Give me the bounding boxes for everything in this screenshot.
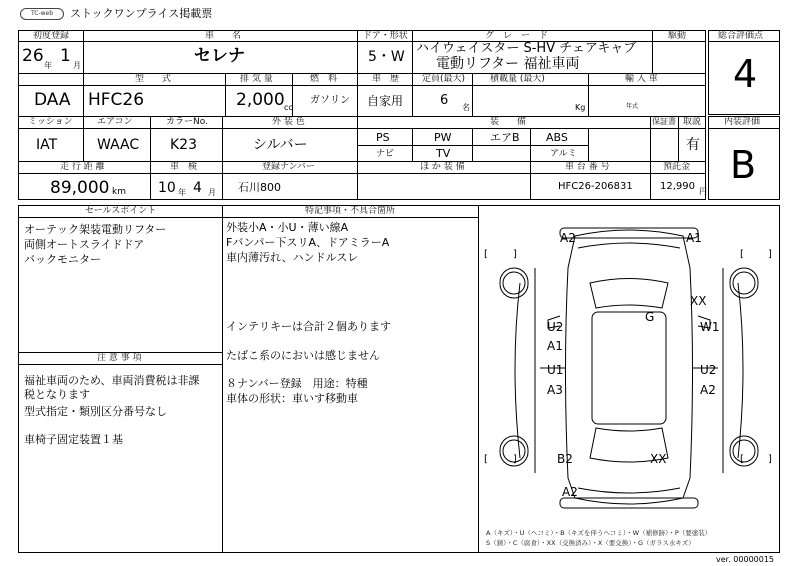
list-item: 型式指定・類別区分番号なし	[24, 405, 167, 418]
list-item: 外装小A・小U・薄い線A	[226, 221, 349, 234]
list-item: ８ナンバー登録 用途：特種	[226, 377, 368, 390]
first-reg-year: 26	[22, 46, 44, 66]
car-name: セレナ	[194, 46, 245, 66]
notes-label: 注 意 事 項	[97, 353, 142, 363]
bracket: ]	[513, 249, 517, 260]
mileage-value: 89,000	[50, 178, 110, 198]
list-item: たばこ系のにおいは感じません	[226, 349, 380, 362]
chassis-value: HFC26-206831	[558, 181, 633, 192]
logo: TC-web	[20, 8, 64, 20]
damage-code: XX	[690, 294, 707, 308]
legend-line-2: S（錆）・C（腐食）・XX（交換済み）・X（要交換）・G（ガラス水キズ）	[486, 539, 695, 547]
list-item: 車椅子固定装置１基	[24, 433, 123, 446]
damage-code: G	[645, 310, 655, 324]
bracket: [	[740, 249, 744, 260]
load-label: 積載量 (最大)	[490, 74, 545, 84]
equip-alloy: アルミ	[550, 149, 577, 159]
list-item: 車内薄汚れ、ハンドルスレ	[226, 251, 359, 264]
color-no-value: K23	[170, 137, 197, 153]
model-value: HFC26	[88, 90, 145, 110]
displacement-unit: cc	[284, 103, 293, 112]
list-item: オーテック架装電動リフター	[24, 223, 167, 236]
drive-label: 駆動	[668, 31, 687, 41]
plate-label: 登録ナンバー	[262, 162, 315, 172]
bracket: [	[740, 454, 744, 465]
bracket: [	[484, 249, 488, 260]
interior-score-label: 内装評価	[724, 117, 761, 127]
damage-code: A1	[686, 231, 702, 245]
equip-tv: TV	[436, 147, 451, 160]
damage-code: A2	[562, 485, 578, 499]
year-unit: 年	[44, 61, 52, 70]
aircon-value: WAAC	[97, 137, 140, 153]
load-unit: Kg	[575, 103, 586, 112]
overall-score: 4	[733, 52, 758, 96]
capacity-value: 6	[440, 93, 449, 108]
bracket: ]	[513, 454, 517, 465]
other-equipment-label: ほ か 装 備	[420, 162, 465, 172]
damage-code: B2	[557, 452, 573, 466]
inspection-year: 10	[158, 180, 176, 196]
bracket: [	[484, 454, 488, 465]
color-no-label: カラーNo.	[166, 117, 208, 127]
capacity-unit: 名	[462, 103, 470, 112]
first-reg-month: 1	[60, 46, 71, 66]
equip-airbag: エアB	[490, 131, 520, 144]
import-label: 輸 入 車	[625, 74, 658, 84]
fuel-value: ガソリン	[310, 95, 350, 106]
sales-points-label: セールスポイント	[85, 206, 157, 216]
damage-code: U1	[547, 363, 564, 377]
grade-label: グ レ ー ド	[485, 31, 549, 41]
manual-value: 有	[686, 137, 700, 153]
equip-ps: PS	[376, 131, 390, 144]
list-item: 車体の形状：車いす移動車	[226, 392, 358, 405]
inspection-month-unit: 月	[208, 188, 216, 197]
fuel-label: 燃 料	[310, 74, 338, 84]
equip-navi: ナビ	[376, 149, 395, 159]
inspection-month: 4	[193, 180, 202, 196]
bracket: ]	[768, 454, 772, 465]
vehicle-type-label: 車 歴	[372, 74, 400, 84]
chassis-label: 車 台 番 号	[565, 162, 610, 172]
inspection-year-unit: 年	[178, 188, 186, 197]
legend-line-1: A（キズ）・U（ヘコミ）・B（キズを伴うヘコミ）・W（補修跡）・P（要塗装）	[486, 529, 712, 537]
recycle-value: 12,990	[660, 181, 695, 192]
damage-code: U2	[700, 363, 717, 377]
plate-value: 石川800	[238, 181, 281, 194]
overall-score-label: 総合評価点	[718, 31, 764, 41]
list-item: インテリキーは合計２個あります	[226, 320, 391, 333]
equipment-label: 装 備	[490, 117, 527, 127]
list-item: 税となります	[24, 388, 90, 401]
door-label: ドア・形状	[363, 31, 408, 41]
grade-line1: ハイウェイスター S-HV チェアキャブ	[416, 41, 637, 56]
color-value: シルバー	[253, 137, 308, 153]
bracket: ]	[768, 249, 772, 260]
displacement-value: 2,000	[236, 90, 285, 110]
door-value: 5・W	[368, 49, 405, 65]
damage-code: W1	[700, 320, 720, 334]
warranty-label: 保証書	[652, 117, 676, 126]
damage-code: A1	[547, 339, 563, 353]
mission-value: IAT	[36, 137, 58, 153]
recycle-label: 預託金	[663, 162, 691, 172]
version-text: ver. 00000015	[716, 555, 775, 564]
damage-code: A2	[700, 383, 716, 397]
list-item: バックモニター	[24, 253, 101, 266]
car-damage-diagram	[480, 208, 778, 526]
manual-label: 取説	[683, 117, 702, 127]
list-item: 福祉車両のため、車両消費税は非課	[24, 374, 200, 387]
damage-code: A3	[547, 383, 563, 397]
equip-abs: ABS	[546, 131, 568, 144]
damage-code: XX	[650, 452, 667, 466]
aircon-label: エアコン	[97, 117, 133, 127]
first-reg-label: 初度登録	[33, 31, 70, 41]
grade-line2: 電動リフター 福祉車両	[436, 56, 580, 72]
model-label: 型 式	[135, 74, 172, 84]
month-unit: 月	[73, 61, 81, 70]
damage-code: A2	[560, 231, 576, 245]
mission-label: ミッション	[28, 117, 73, 127]
import-year-label: 年式	[626, 103, 639, 110]
displacement-label: 排 気 量	[240, 74, 273, 84]
mileage-label: 走 行 距 離	[60, 162, 105, 172]
color-label: 外 装 色	[272, 117, 305, 127]
interior-score: B	[730, 143, 757, 187]
capacity-label: 定員(最大)	[422, 74, 466, 84]
list-item: 両側オートスライドドア	[24, 238, 145, 251]
page-title: ストックワンプライス掲載票	[70, 7, 213, 20]
inspection-label: 車 検	[170, 162, 198, 172]
list-item: Fバンパー下スリA、ドアミラーA	[226, 236, 390, 249]
special-notes-label: 特記事項・不具合箇所	[305, 206, 396, 216]
car-name-label: 車 名	[205, 31, 242, 41]
recycle-unit: 円	[699, 187, 707, 196]
equip-pw: PW	[434, 131, 452, 144]
mileage-unit: km	[112, 187, 126, 197]
damage-code: U2	[547, 320, 564, 334]
model-prefix: DAA	[34, 90, 71, 110]
vehicle-type-value: 自家用	[367, 94, 404, 108]
